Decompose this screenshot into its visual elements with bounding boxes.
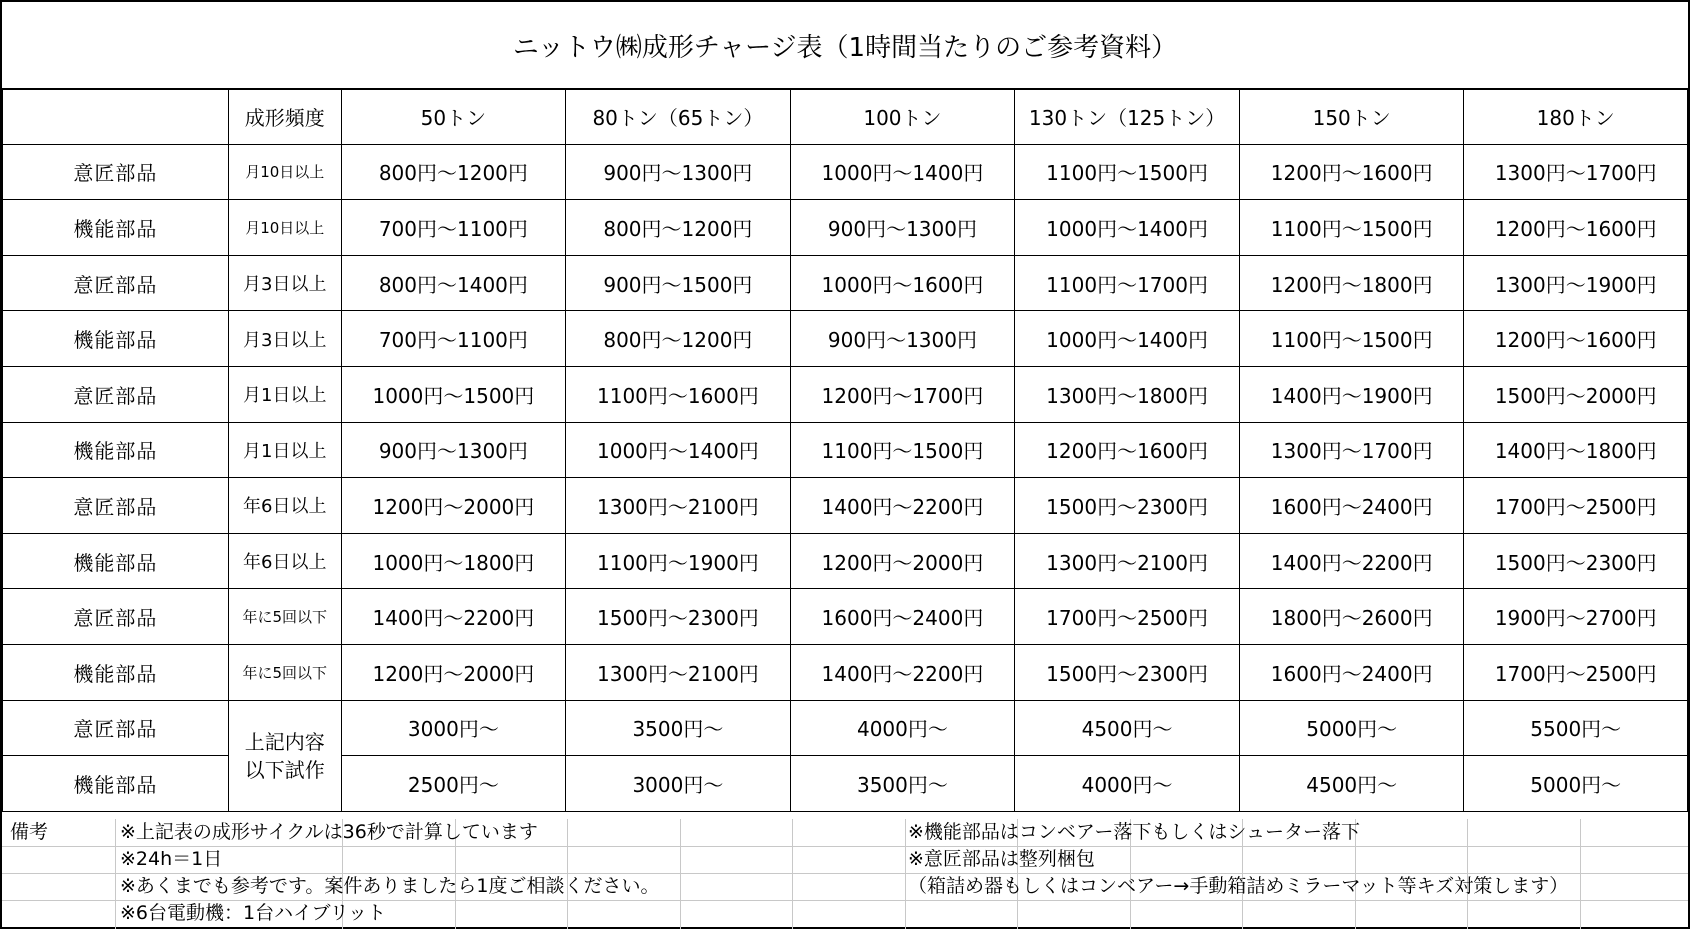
price-cell: 1300円～1800円 bbox=[1015, 366, 1240, 422]
remarks-section bbox=[2, 819, 1688, 929]
table-row bbox=[3, 366, 1688, 422]
price-cell: 700円～1100円 bbox=[341, 200, 566, 256]
table-row bbox=[3, 478, 1688, 534]
trial-frequency-line: 上記内容 bbox=[244, 729, 325, 754]
price-cell: 2500円～ bbox=[341, 756, 566, 812]
price-cell: 1200円～1600円 bbox=[1464, 200, 1688, 256]
table-row bbox=[3, 255, 1688, 311]
price-cell: 1400円～2200円 bbox=[790, 644, 1015, 700]
price-cell: 5000円～ bbox=[1239, 700, 1464, 756]
price-cell: 800円～1200円 bbox=[341, 144, 566, 200]
frequency-cell: 月10日以上 bbox=[228, 200, 341, 256]
charge-table bbox=[2, 88, 1688, 812]
header-tonnage-cell: 80トン（65トン） bbox=[566, 89, 791, 145]
remark-left-1: ※上記表の成形サイクルは36秒で計算しています bbox=[120, 821, 538, 843]
header-tonnage-cell: 50トン bbox=[341, 89, 566, 145]
price-cell: 1600円～2400円 bbox=[1239, 644, 1464, 700]
price-cell: 1400円～1900円 bbox=[1239, 366, 1464, 422]
table-row bbox=[3, 422, 1688, 478]
price-cell: 1100円～1600円 bbox=[566, 366, 791, 422]
price-cell: 1400円～2200円 bbox=[790, 478, 1015, 534]
price-cell: 3500円～ bbox=[566, 700, 791, 756]
price-cell: 1100円～1700円 bbox=[1015, 255, 1240, 311]
price-cell: 1200円～2000円 bbox=[341, 644, 566, 700]
frequency-cell: 年に5回以下 bbox=[228, 589, 341, 645]
price-cell: 1000円～1600円 bbox=[790, 255, 1015, 311]
part-type-cell: 意匠部品 bbox=[3, 144, 229, 200]
price-cell: 1700円～2500円 bbox=[1464, 644, 1688, 700]
price-cell: 4000円～ bbox=[790, 700, 1015, 756]
table-row bbox=[3, 311, 1688, 367]
price-cell: 1500円～2000円 bbox=[1464, 366, 1688, 422]
frequency-cell: 年6日以上 bbox=[228, 533, 341, 589]
trial-frequency-cell bbox=[228, 700, 341, 811]
price-cell: 1000円～1400円 bbox=[1015, 200, 1240, 256]
price-cell: 1100円～1500円 bbox=[1239, 200, 1464, 256]
frequency-cell: 年6日以上 bbox=[228, 478, 341, 534]
table-row bbox=[3, 644, 1688, 700]
part-type-cell: 意匠部品 bbox=[3, 478, 229, 534]
price-cell: 800円～1200円 bbox=[566, 200, 791, 256]
price-cell: 1500円～2300円 bbox=[1015, 478, 1240, 534]
price-cell: 1700円～2500円 bbox=[1464, 478, 1688, 534]
part-type-cell: 意匠部品 bbox=[3, 366, 229, 422]
price-cell: 1500円～2300円 bbox=[566, 589, 791, 645]
price-cell: 1400円～2200円 bbox=[1239, 533, 1464, 589]
part-type-cell: 機能部品 bbox=[3, 533, 229, 589]
part-type-cell: 機能部品 bbox=[3, 422, 229, 478]
price-cell: 1100円～1500円 bbox=[790, 422, 1015, 478]
frequency-cell: 月1日以上 bbox=[228, 366, 341, 422]
frequency-cell: 月3日以上 bbox=[228, 311, 341, 367]
header-row bbox=[3, 89, 1688, 145]
price-cell: 4000円～ bbox=[1015, 756, 1240, 812]
header-tonnage-cell: 150トン bbox=[1239, 89, 1464, 145]
price-cell: 1200円～1600円 bbox=[1464, 311, 1688, 367]
header-tonnage-cell: 180トン bbox=[1464, 89, 1688, 145]
header-part-cell bbox=[3, 89, 229, 145]
price-cell: 3000円～ bbox=[566, 756, 791, 812]
remark-right-2: ※意匠部品は整列梱包 bbox=[908, 848, 1095, 870]
price-cell: 1600円～2400円 bbox=[1239, 478, 1464, 534]
price-cell: 1100円～1500円 bbox=[1015, 144, 1240, 200]
price-cell: 1000円～1400円 bbox=[790, 144, 1015, 200]
price-cell: 5000円～ bbox=[1464, 756, 1688, 812]
part-type-cell: 機能部品 bbox=[3, 644, 229, 700]
frequency-cell: 年に5回以下 bbox=[228, 644, 341, 700]
price-cell: 1000円～1800円 bbox=[341, 533, 566, 589]
part-type-cell: 意匠部品 bbox=[3, 589, 229, 645]
remark-right-1: ※機能部品はコンベアー落下もしくはシューター落下 bbox=[908, 821, 1360, 843]
frequency-cell: 月3日以上 bbox=[228, 255, 341, 311]
price-cell: 1300円～1900円 bbox=[1464, 255, 1688, 311]
price-cell: 900円～1300円 bbox=[790, 200, 1015, 256]
table-row bbox=[3, 589, 1688, 645]
price-cell: 800円～1200円 bbox=[566, 311, 791, 367]
price-cell: 1200円～2000円 bbox=[341, 478, 566, 534]
price-cell: 1300円～2100円 bbox=[1015, 533, 1240, 589]
remark-left-2: ※24h＝1日 bbox=[120, 848, 223, 870]
price-cell: 3500円～ bbox=[790, 756, 1015, 812]
price-cell: 1200円～1700円 bbox=[790, 366, 1015, 422]
price-cell: 800円～1400円 bbox=[341, 255, 566, 311]
price-cell: 1300円～1700円 bbox=[1239, 422, 1464, 478]
frequency-cell: 月10日以上 bbox=[228, 144, 341, 200]
price-cell: 1600円～2400円 bbox=[790, 589, 1015, 645]
price-cell: 1000円～1400円 bbox=[566, 422, 791, 478]
part-type-cell: 意匠部品 bbox=[3, 255, 229, 311]
price-cell: 1300円～1700円 bbox=[1464, 144, 1688, 200]
price-cell: 1000円～1500円 bbox=[341, 366, 566, 422]
price-cell: 4500円～ bbox=[1239, 756, 1464, 812]
table-row bbox=[3, 200, 1688, 256]
price-cell: 1700円～2500円 bbox=[1015, 589, 1240, 645]
frequency-cell: 月1日以上 bbox=[228, 422, 341, 478]
price-cell: 1300円～2100円 bbox=[566, 644, 791, 700]
price-cell: 1100円～1500円 bbox=[1239, 311, 1464, 367]
price-cell: 3000円～ bbox=[341, 700, 566, 756]
price-cell: 1400円～2200円 bbox=[341, 589, 566, 645]
price-cell: 1800円～2600円 bbox=[1239, 589, 1464, 645]
price-cell: 1200円～2000円 bbox=[790, 533, 1015, 589]
trial-frequency-line: 以下試作 bbox=[244, 757, 325, 782]
price-cell: 900円～1500円 bbox=[566, 255, 791, 311]
header-frequency-cell: 成形頻度 bbox=[228, 89, 341, 145]
price-cell: 1300円～2100円 bbox=[566, 478, 791, 534]
price-cell: 1400円～1800円 bbox=[1464, 422, 1688, 478]
part-type-cell: 機能部品 bbox=[3, 756, 229, 812]
remark-right-3: （箱詰め器もしくはコンベアー→手動箱詰めミラーマット等キズ対策します） bbox=[908, 875, 1569, 897]
remark-left-3: ※あくまでも参考です。案件ありましたら1度ご相談ください。 bbox=[120, 875, 660, 897]
part-type-cell: 機能部品 bbox=[3, 311, 229, 367]
header-tonnage-cell: 130トン（125トン） bbox=[1015, 89, 1240, 145]
price-cell: 900円～1300円 bbox=[566, 144, 791, 200]
header-tonnage-cell: 100トン bbox=[790, 89, 1015, 145]
price-cell: 900円～1300円 bbox=[341, 422, 566, 478]
remark-left-4: ※6台電動機：1台ハイブリット bbox=[120, 902, 387, 924]
price-cell: 1500円～2300円 bbox=[1015, 644, 1240, 700]
price-cell: 700円～1100円 bbox=[341, 311, 566, 367]
price-cell: 1500円～2300円 bbox=[1464, 533, 1688, 589]
remarks-label: 備考 bbox=[10, 821, 49, 843]
price-cell: 1200円～1600円 bbox=[1015, 422, 1240, 478]
price-cell: 1100円～1900円 bbox=[566, 533, 791, 589]
page-title: ニットウ㈱成形チャージ表（1時間当たりのご参考資料） bbox=[2, 2, 1688, 90]
price-cell: 5500円～ bbox=[1464, 700, 1688, 756]
table-row bbox=[3, 144, 1688, 200]
price-cell: 4500円～ bbox=[1015, 700, 1240, 756]
price-cell: 1900円～2700円 bbox=[1464, 589, 1688, 645]
table-row bbox=[3, 533, 1688, 589]
table-row bbox=[3, 700, 1688, 756]
part-type-cell: 意匠部品 bbox=[3, 700, 229, 756]
part-type-cell: 機能部品 bbox=[3, 200, 229, 256]
price-cell: 1200円～1800円 bbox=[1239, 255, 1464, 311]
price-cell: 1000円～1400円 bbox=[1015, 311, 1240, 367]
price-cell: 900円～1300円 bbox=[790, 311, 1015, 367]
price-cell: 1200円～1600円 bbox=[1239, 144, 1464, 200]
